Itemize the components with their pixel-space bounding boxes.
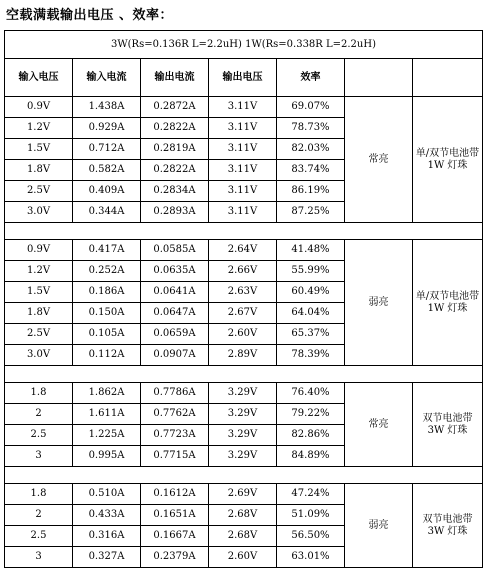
- brightness-mode-cell: 常亮: [345, 97, 413, 223]
- efficiency-cell: 76.40%: [277, 383, 345, 404]
- output-voltage-cell: 3.29V: [209, 383, 277, 404]
- efficiency-cell: 78.73%: [277, 118, 345, 139]
- output-voltage-cell: 2.64V: [209, 240, 277, 261]
- input-voltage-cell: 3: [5, 446, 73, 467]
- efficiency-cell: 79.22%: [277, 404, 345, 425]
- input-current-cell: 0.995A: [73, 446, 141, 467]
- table-row: [5, 383, 483, 404]
- efficiency-cell: 51.09%: [277, 505, 345, 526]
- output-voltage-cell: 3.11V: [209, 202, 277, 223]
- efficiency-cell: 69.07%: [277, 97, 345, 118]
- output-current-cell: 0.0647A: [141, 303, 209, 324]
- input-voltage-cell: 2.5: [5, 425, 73, 446]
- output-voltage-cell: 3.11V: [209, 97, 277, 118]
- configuration-note-cell: 单/双节电池带 1W 灯珠: [413, 240, 483, 366]
- page-heading: 空载满载输出电压 、效率：: [6, 8, 174, 23]
- input-current-cell: 0.112A: [73, 345, 141, 366]
- configuration-note-cell: 双节电池带 3W 灯珠: [413, 383, 483, 467]
- output-voltage-cell: 3.29V: [209, 446, 277, 467]
- efficiency-cell: 82.86%: [277, 425, 345, 446]
- input-current-cell: 0.712A: [73, 139, 141, 160]
- efficiency-cell: 55.99%: [277, 261, 345, 282]
- brightness-mode-cell: 弱亮: [345, 240, 413, 366]
- input-current-cell: 0.582A: [73, 160, 141, 181]
- output-current-cell: 0.7715A: [141, 446, 209, 467]
- input-voltage-cell: 2.5V: [5, 181, 73, 202]
- efficiency-cell: 64.04%: [277, 303, 345, 324]
- input-voltage-cell: 2: [5, 505, 73, 526]
- efficiency-cell: 63.01%: [277, 547, 345, 568]
- test-condition-cell: 3W(Rs=0.136R L=2.2uH) 1W(Rs=0.338R L=2.2uH): [5, 31, 483, 59]
- group-spacer-row: [5, 366, 483, 383]
- input-voltage-cell: 2: [5, 404, 73, 425]
- table-row: [5, 240, 483, 261]
- output-voltage-cell: 2.68V: [209, 505, 277, 526]
- output-voltage-cell: 2.69V: [209, 484, 277, 505]
- header-status-blank: [345, 59, 413, 97]
- header-row: [5, 59, 483, 97]
- output-voltage-cell: 2.68V: [209, 526, 277, 547]
- input-current-cell: 0.252A: [73, 261, 141, 282]
- output-current-cell: 0.7723A: [141, 425, 209, 446]
- efficiency-cell: 87.25%: [277, 202, 345, 223]
- efficiency-cell: 65.37%: [277, 324, 345, 345]
- input-voltage-cell: 2.5V: [5, 324, 73, 345]
- input-current-cell: 1.862A: [73, 383, 141, 404]
- output-voltage-cell: 3.11V: [209, 118, 277, 139]
- input-current-cell: 1.438A: [73, 97, 141, 118]
- group-spacer-cell: [5, 467, 483, 484]
- output-voltage-cell: 3.11V: [209, 181, 277, 202]
- output-voltage-cell: 2.67V: [209, 303, 277, 324]
- group-spacer-row: [5, 223, 483, 240]
- input-current-cell: 0.417A: [73, 240, 141, 261]
- output-voltage-cell: 2.63V: [209, 282, 277, 303]
- efficiency-cell: 86.19%: [277, 181, 345, 202]
- efficiency-cell: 56.50%: [277, 526, 345, 547]
- input-current-cell: 0.316A: [73, 526, 141, 547]
- output-current-cell: 0.0659A: [141, 324, 209, 345]
- efficiency-cell: 78.39%: [277, 345, 345, 366]
- input-voltage-cell: 1.8: [5, 484, 73, 505]
- output-current-cell: 0.2379A: [141, 547, 209, 568]
- input-voltage-cell: 3: [5, 547, 73, 568]
- input-current-cell: 0.105A: [73, 324, 141, 345]
- output-voltage-cell: 2.60V: [209, 324, 277, 345]
- input-voltage-cell: 1.5V: [5, 139, 73, 160]
- input-current-cell: 0.344A: [73, 202, 141, 223]
- output-current-cell: 0.1667A: [141, 526, 209, 547]
- efficiency-cell: 47.24%: [277, 484, 345, 505]
- input-voltage-cell: 1.8V: [5, 303, 73, 324]
- efficiency-cell: 60.49%: [277, 282, 345, 303]
- output-current-cell: 0.2834A: [141, 181, 209, 202]
- output-current-cell: 0.1651A: [141, 505, 209, 526]
- efficiency-table: [4, 30, 483, 568]
- efficiency-cell: 84.89%: [277, 446, 345, 467]
- group-spacer-row: [5, 467, 483, 484]
- table-row: [5, 97, 483, 118]
- output-voltage-cell: 2.60V: [209, 547, 277, 568]
- header-input-current: 输入电流: [73, 59, 141, 97]
- input-voltage-cell: 1.2V: [5, 118, 73, 139]
- test-condition-row: [5, 31, 483, 59]
- input-voltage-cell: 1.2V: [5, 261, 73, 282]
- output-current-cell: 0.2822A: [141, 160, 209, 181]
- output-current-cell: 0.0907A: [141, 345, 209, 366]
- efficiency-cell: 41.48%: [277, 240, 345, 261]
- output-current-cell: 0.2822A: [141, 118, 209, 139]
- input-voltage-cell: 0.9V: [5, 240, 73, 261]
- output-voltage-cell: 3.29V: [209, 425, 277, 446]
- input-current-cell: 0.327A: [73, 547, 141, 568]
- output-voltage-cell: 3.29V: [209, 404, 277, 425]
- group-spacer-cell: [5, 223, 483, 240]
- output-current-cell: 0.0585A: [141, 240, 209, 261]
- input-current-cell: 1.225A: [73, 425, 141, 446]
- output-voltage-cell: 3.11V: [209, 139, 277, 160]
- input-current-cell: 0.409A: [73, 181, 141, 202]
- output-voltage-cell: 2.66V: [209, 261, 277, 282]
- efficiency-cell: 83.74%: [277, 160, 345, 181]
- brightness-mode-cell: 常亮: [345, 383, 413, 467]
- brightness-mode-cell: 弱亮: [345, 484, 413, 568]
- header-output-current: 输出电流: [141, 59, 209, 97]
- configuration-note-cell: 单/双节电池带 1W 灯珠: [413, 97, 483, 223]
- input-voltage-cell: 1.8: [5, 383, 73, 404]
- header-efficiency: 效率: [277, 59, 345, 97]
- input-current-cell: 1.611A: [73, 404, 141, 425]
- output-current-cell: 0.7762A: [141, 404, 209, 425]
- efficiency-cell: 82.03%: [277, 139, 345, 160]
- output-current-cell: 0.2872A: [141, 97, 209, 118]
- configuration-note-cell: 双节电池带 3W 灯珠: [413, 484, 483, 568]
- input-voltage-cell: 3.0V: [5, 345, 73, 366]
- input-voltage-cell: 1.8V: [5, 160, 73, 181]
- output-current-cell: 0.0635A: [141, 261, 209, 282]
- input-current-cell: 0.150A: [73, 303, 141, 324]
- input-current-cell: 0.929A: [73, 118, 141, 139]
- output-current-cell: 0.0641A: [141, 282, 209, 303]
- input-current-cell: 0.433A: [73, 505, 141, 526]
- input-current-cell: 0.186A: [73, 282, 141, 303]
- input-voltage-cell: 2.5: [5, 526, 73, 547]
- header-input-voltage: 输入电压: [5, 59, 73, 97]
- output-current-cell: 0.7786A: [141, 383, 209, 404]
- input-voltage-cell: 3.0V: [5, 202, 73, 223]
- header-note-blank: [413, 59, 483, 97]
- output-voltage-cell: 2.89V: [209, 345, 277, 366]
- input-current-cell: 0.510A: [73, 484, 141, 505]
- header-output-voltage: 输出电压: [209, 59, 277, 97]
- output-current-cell: 0.1612A: [141, 484, 209, 505]
- output-current-cell: 0.2893A: [141, 202, 209, 223]
- group-spacer-cell: [5, 366, 483, 383]
- table-row: [5, 484, 483, 505]
- output-voltage-cell: 3.11V: [209, 160, 277, 181]
- input-voltage-cell: 0.9V: [5, 97, 73, 118]
- input-voltage-cell: 1.5V: [5, 282, 73, 303]
- output-current-cell: 0.2819A: [141, 139, 209, 160]
